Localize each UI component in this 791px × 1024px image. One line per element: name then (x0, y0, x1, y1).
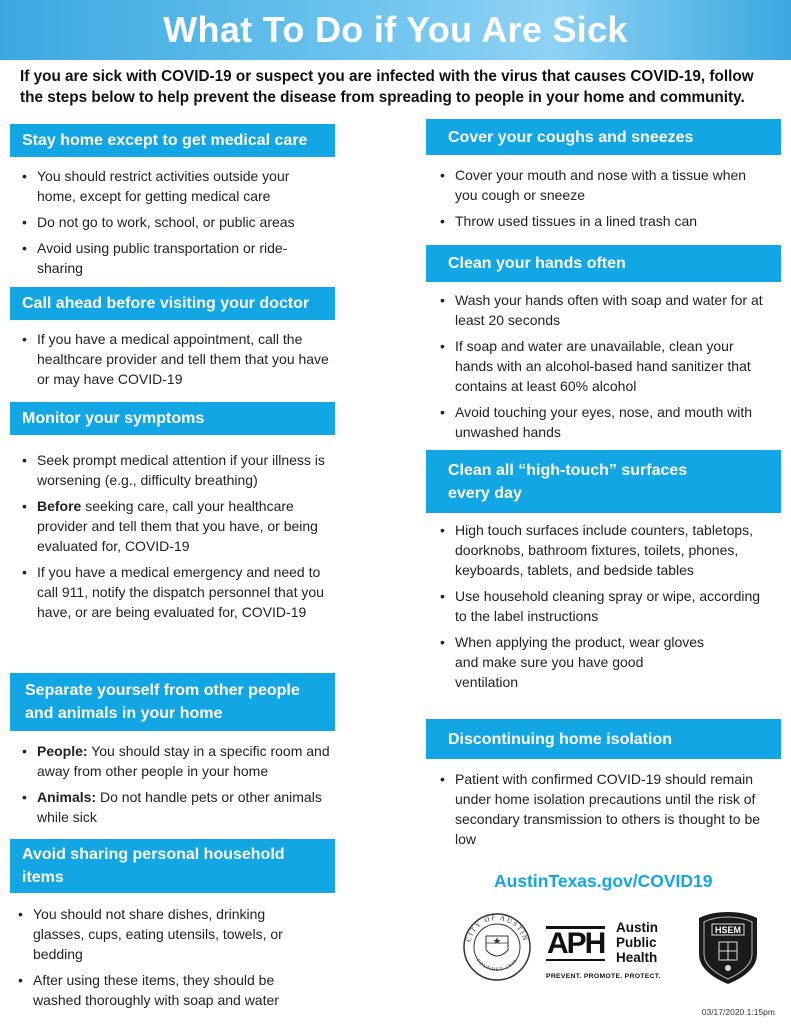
list-item (20, 741, 338, 781)
title-banner (0, 0, 791, 60)
heading-cover: Cover your coughs and sneezes (426, 119, 781, 155)
item-text: Do not handle pets or other animals while sick (37, 789, 322, 825)
aph-abbrev: APH (547, 927, 605, 960)
list-separate (20, 741, 338, 833)
heading-discontinue: Discontinuing home isolation (426, 719, 781, 759)
list-item: • Avoid touching your eyes, nose, and mouth with unwashed hands (438, 402, 768, 442)
covid-url-link[interactable]: AustinTexas.gov/COVID19 (494, 871, 713, 891)
bold-lead: People: (37, 743, 88, 759)
list-item: • If you have a medical emergency and need to call 911, notify the dispatch personnel that you have, or are being evaluated for, COVID-19 (20, 562, 332, 622)
hsem-abbrev: HSEM (714, 925, 742, 935)
heading-avoid-sharing: Avoid sharing personal household items (10, 839, 335, 893)
heading-call-ahead: Call ahead before visiting your doctor (10, 287, 335, 320)
item-text: seeking care, call your healthcare provider and tell them that you have, or being evaluated for, COVID-19 (37, 498, 318, 554)
heading-clean-hands: Clean your hands often (426, 245, 781, 282)
list-clean-surfaces (438, 520, 768, 698)
list-item (20, 787, 338, 827)
svg-text:FOUNDED 1839 (475, 959, 519, 973)
list-stay-home (20, 166, 330, 284)
list-item: • Seek prompt medical attention if your illness is worsening (e.g., difficulty breathing) (20, 450, 332, 490)
list-item: • Throw used tissues in a lined trash can (438, 211, 768, 231)
list-discontinue (438, 769, 763, 855)
list-item: • Wash your hands often with soap and water for at least 20 seconds (438, 290, 768, 330)
seal-bottom-text: FOUNDED 1839 (474, 958, 520, 973)
aph-name: Austin Public Health (616, 920, 658, 965)
heading-monitor: Monitor your symptoms (10, 402, 335, 435)
list-item: • If you have a medical appointment, call the healthcare provider and tell them that you have or may have COVID-19 (20, 329, 332, 389)
logos-row (460, 910, 780, 990)
aph-logo (546, 920, 678, 982)
list-item: • Patient with confirmed COVID-19 should remain under home isolation precautions until the risk of secondary transmission to others is thought to be low (438, 769, 763, 849)
heading-clean-surfaces: Clean all “high-touch” surfaces every day (426, 450, 781, 513)
list-item: • Use household cleaning spray or wipe, according to the label instructions (438, 586, 768, 626)
list-item: • High touch surfaces include counters, tabletops, doorknobs, bathroom fixtures, toilets, phones, keyboards, tablets, and bedside tables (438, 520, 768, 580)
list-call-ahead (20, 329, 332, 395)
city-seal-icon (462, 912, 532, 982)
heading-stay-home: Stay home except to get medical care (10, 124, 335, 157)
list-item: • After using these items, they should be washed thoroughly with soap and water (16, 970, 316, 1010)
item-text: You should stay in a specific room and away from other people in your home (37, 743, 330, 779)
seal-top-text: CITY OF AUSTIN (464, 913, 530, 943)
list-item: • You should not share dishes, drinking glasses, cups, eating utensils, towels, or bedding (16, 904, 316, 964)
list-monitor (20, 450, 332, 628)
bold-lead: Animals: (37, 789, 97, 805)
page-title: What To Do if You Are Sick (163, 9, 628, 50)
intro-text: If you are sick with COVID-19 or suspect you are infected with the virus that causes COVID-19, follow the steps below to help prevent the disease from spreading to people in your home and community. (20, 68, 754, 106)
heading-separate: Separate yourself from other people and animals in your home (10, 673, 335, 731)
list-item: • Cover your mouth and nose with a tissue when you cough or sneeze (438, 165, 768, 205)
list-item: • When applying the product, wear gloves and make sure you have good ventilation (438, 632, 768, 692)
datestamp: 03/17/2020 1:15pm (701, 1007, 775, 1017)
hsem-badge-icon (695, 910, 761, 986)
list-item: • Do not go to work, school, or public areas (20, 212, 330, 232)
list-item: • You should restrict activities outside your home, except for getting medical care (20, 166, 330, 206)
list-clean-hands (438, 290, 768, 448)
list-item: • If soap and water are unavailable, clean your hands with an alcohol-based hand sanitizer that contains at least 60% alcohol (438, 336, 768, 396)
list-item: • Avoid using public transportation or ride-sharing (20, 238, 330, 278)
list-item (20, 496, 332, 556)
bold-lead: Before (37, 498, 82, 514)
list-cover (438, 165, 768, 237)
list-avoid-sharing (16, 904, 316, 1016)
aph-tagline: PREVENT. PROMOTE. PROTECT. (546, 973, 661, 980)
